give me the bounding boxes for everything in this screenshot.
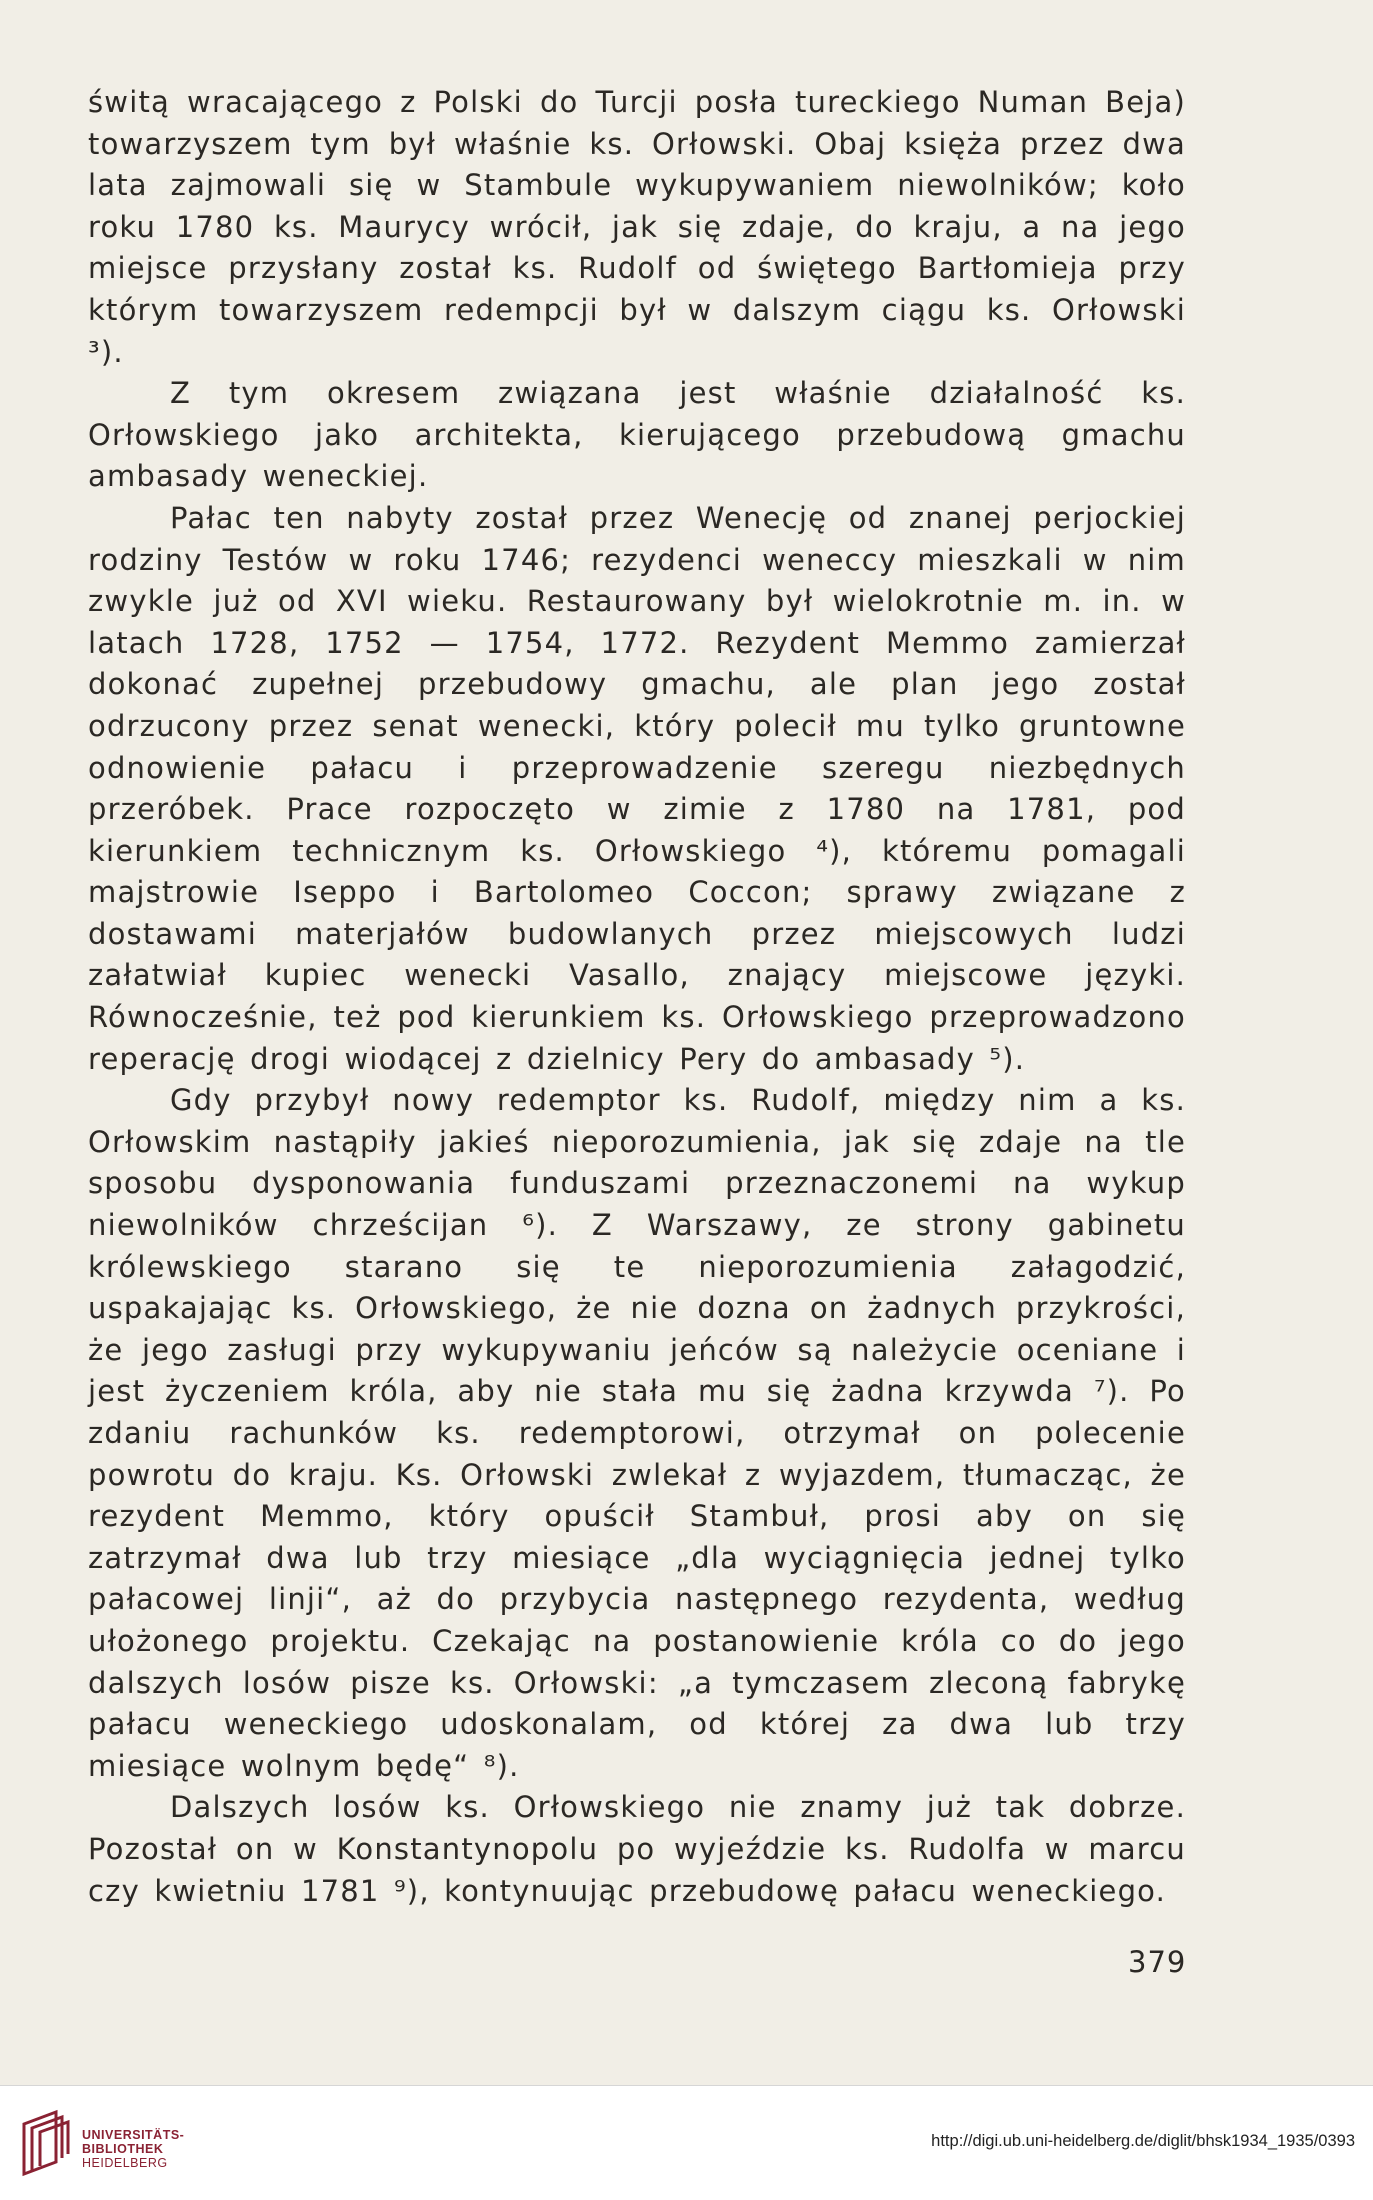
paragraph-1: świtą wracającego z Polski do Turcji posła tureckiego Numan Beja) towarzyszem tym był właśnie ks. Orłowski. Obaj księża przez dwa lata zajmowali się w Stambule wykupywaniem niewolników; koło roku 1780 ks. Maurycy wrócił, jak się zdaje, do kraju, a na jego miejsce przysłany został ks. Rudolf od świętego Bartłomieja przy którym towarzyszem redempcji był w dalszym ciągu ks. Orłowski ³). xyxy=(88,85,1186,369)
library-logo-icon xyxy=(16,2108,76,2178)
paragraph-2: Z tym okresem związana jest właśnie działalność ks. Orłowskiego jako architekta, kierującego przebudową gmachu ambasady weneckiej. xyxy=(88,376,1186,494)
paragraph-4: Gdy przybył nowy redemptor ks. Rudolf, między nim a ks. Orłowskim nastąpiły jakieś nieporozumienia, jak się zdaje na tle sposobu dysponowania funduszami przeznaczonemi na wykup niewolników chrześcijan ⁶). Z Warszawy, ze strony gabinetu królewskiego starano się te nieporozumienia załagodzić, uspakajając ks. Orłowskiego, że nie dozna on żadnych przykrości, że jego zasługi przy wykupywaniu jeńców są należycie oceniane i jest życzeniem króla, aby nie stała mu się żadna krzywda ⁷). Po zdaniu rachunków ks. redemptorowi, otrzymał on polecenie powrotu do kraju. Ks. Orłowski zwlekał z wyjazdem, tłumacząc, że rezydent Memmo, który opuścił Stambuł, prosi aby on się zatrzymał dwa lub trzy miesiące „dla wyciągnięcia jednej tylko pałacowej linji“, aż do przybycia następnego rezydenta, według ułożonego projektu. Czekając na postanowienie króla co do jego dalszych losów pisze ks. Orłowski: „a tymczasem zleconą fabrykę pałacu weneckiego udoskonalam, od której za dwa lub trzy miesiące wolnym będę“ ⁸). xyxy=(88,1083,1186,1783)
page-number: 379 xyxy=(1128,1945,1187,1979)
body-text xyxy=(88,82,1186,1912)
library-name-line-3: HEIDELBERG xyxy=(82,2156,168,2170)
paragraph-3: Pałac ten nabyty został przez Wenecję od znanej perjockiej rodziny Testów w roku 1746; rezydenci weneccy mieszkali w nim zwykle już od XVI wieku. Restaurowany był wielokrotnie m. in. w latach 1728, 1752 — 1754, 1772. Rezydent Memmo zamierzał dokonać zupełnej przebudowy gmachu, ale plan jego został odrzucony przez senat wenecki, który polecił mu tylko gruntowne odnowienie pałacu i przeprowadzenie szeregu niezbędnych przeróbek. Prace rozpoczęto w zimie z 1780 na 1781, pod kierunkiem technicznym ks. Orłowskiego ⁴), któremu pomagali majstrowie Iseppo i Bartolomeo Coccon; sprawy związane z dostawami materjałów budowlanych przez miejscowych ludzi załatwiał kupiec wenecki Vasallo, znający miejscowe języki. Równocześnie, też pod kierunkiem ks. Orłowskiego przeprowadzono reperację drogi wiodącej z dzielnicy Pery do ambasady ⁵). xyxy=(88,500,1186,1076)
source-url-link[interactable]: http://digi.ub.uni-heidelberg.de/diglit/bhsk1934_1935/0393 xyxy=(931,2132,1355,2150)
library-name-line-2: BIBLIOTHEK xyxy=(82,2142,164,2156)
library-name-line-1: UNIVERSITÄTS- xyxy=(82,2128,185,2142)
paragraph-5: Dalszych losów ks. Orłowskiego nie znamy już tak dobrze. Pozostał on w Konstantynopolu po wyjeździe ks. Rudolfa w marcu czy kwietniu 1781 ⁹), kontynuując przebudowę pałacu weneckiego. xyxy=(88,1790,1186,1908)
footer-bar xyxy=(0,2085,1373,2200)
library-name xyxy=(82,2128,184,2170)
